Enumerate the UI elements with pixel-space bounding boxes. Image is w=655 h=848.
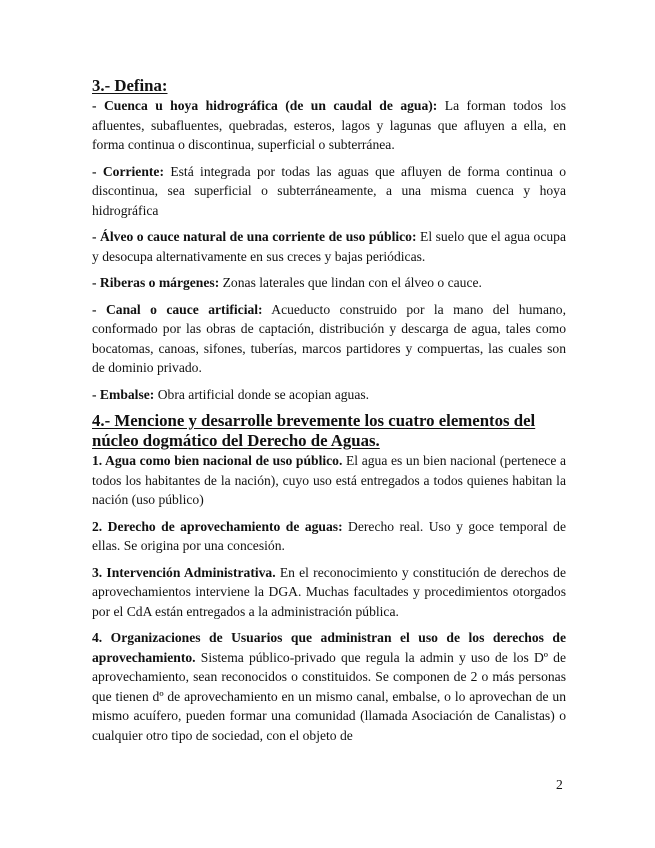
element-1 (92, 451, 566, 510)
definition-term: - Embalse: (92, 386, 155, 402)
page-number: 2 (556, 777, 563, 792)
element-text: En el reconocimiento y constitución de derechos de aprovechamientos interviene la DGA. Muchas facultades y procedimientos otorgados por el CdA están entregados a la administración pública. (92, 564, 566, 619)
section-3-heading: 3.- Defina: (92, 76, 168, 95)
definition-term: - Corriente: (92, 163, 164, 179)
definition-term: - Canal o cauce artificial: (92, 301, 263, 317)
definition-text: La forman todos los afluentes, subafluentes, quebradas, esteros, lagos y lagunas que afluyen a ella, en forma continua o discontinua, superficial o subterránea. (92, 98, 566, 152)
definition-embalse (92, 385, 566, 405)
element-text: El agua es un bien nacional (pertenece a todos los habitantes de la nación), cuyo uso está entregados a todos quienes habitan la nación (uso público) (92, 453, 567, 507)
section-4-heading: 4.- Mencione y desarrolle brevemente los cuatro elementos del núcleo dogmático del Derecho de Aguas. (92, 411, 536, 450)
element-text: Derecho real. Uso y goce temporal de ellas. Se origina por una concesión. (92, 518, 567, 553)
document-page (92, 76, 566, 752)
element-term: 4. Organizaciones de Usuarios que administran el uso de los derechos de aprovechamiento. (92, 630, 566, 665)
element-text: Sistema público-privado que regula la admin y uso de los Dº de aprovechamiento, sean reconocidos o constituidos. Se componen de 2 o más personas que tienen dº de aprovechamiento en un mismo canal, embalse, o lo aprovechan de un mismo acuífero, pueden formar una comunidad (llamada Asociación de Canalistas) o cualquier otro tipo de sociedad, con el objeto de (92, 649, 566, 743)
definition-riberas (92, 273, 566, 293)
element-2 (92, 517, 566, 556)
definition-term: - Cuenca u hoya hidrográfica (de un caudal de agua): (92, 98, 438, 113)
definition-cuenca (92, 96, 566, 155)
element-term: 2. Derecho de aprovechamiento de aguas: (92, 518, 343, 534)
definition-text: Acueducto construido por la mano del humano, conformado por las obras de captación, distribución y descarga de agua, tales como bocatomas, canoas, sifones, tuberías, marcos partidores y compuertas, las cuales son de dominio privado. (92, 301, 566, 375)
definition-text: Zonas laterales que lindan con el álveo o cauce. (219, 275, 482, 290)
definition-alveo (92, 227, 566, 266)
element-4 (92, 628, 566, 745)
definition-text: Está integrada por todas las aguas que afluyen de forma continua o discontinua, sea superficial o subterráneamente, a una misma cuenca y hoya hidrográfica (92, 163, 566, 218)
definition-term: - Álveo o cauce natural de una corriente de uso público: (92, 229, 417, 244)
definition-text: Obra artificial donde se acopian aguas. (154, 386, 370, 402)
definition-term: - Riberas o márgenes: (92, 275, 220, 290)
element-term: 3. Intervención Administrativa. (92, 564, 276, 580)
definition-corriente (92, 162, 566, 221)
element-3 (92, 563, 566, 622)
element-term: 1. Agua como bien nacional de uso público. (92, 453, 343, 468)
definition-canal (92, 300, 566, 378)
definition-text: El suelo que el agua ocupa y desocupa alternativamente en sus creces y bajas periódicas. (92, 229, 566, 264)
